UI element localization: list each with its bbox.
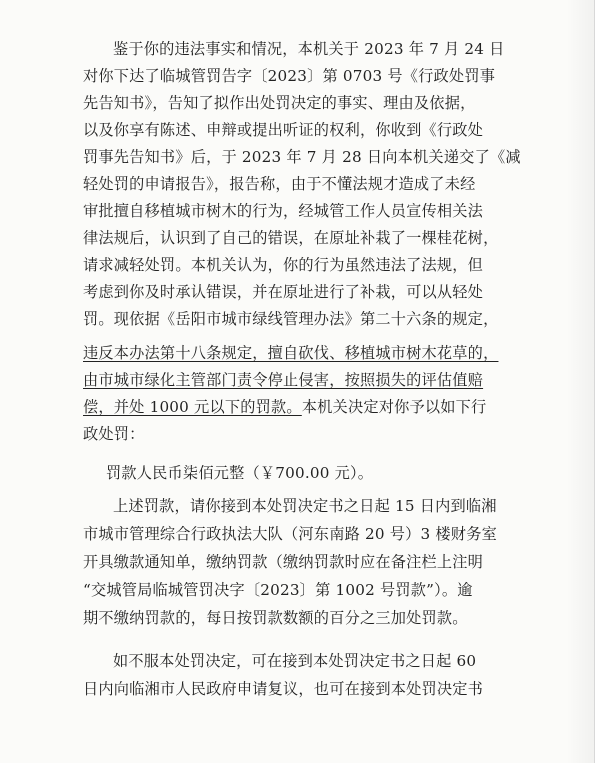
paragraph-line: 考虑到你及时承认错误，并在原址进行了补栽，可以从轻处 xyxy=(83,283,484,301)
paragraph-line: 罚。现依据《岳阳市城市绿线管理办法》第二十六条的规定， xyxy=(83,310,499,328)
mixed-line xyxy=(83,394,486,420)
paragraph-line: 罚事先告知书》后，于 2023 年 7 月 28 日向本机关递交了《减 xyxy=(83,148,521,166)
underlined-legal-clause: 偿，并处 1000 元以下的罚款。 xyxy=(83,398,302,416)
paragraph-line: 请求减轻处罚。本机关认为，你的行为虽然违法了法规，但 xyxy=(83,256,484,274)
underlined-legal-clause: 违反本办法第十八条规定，擅自砍伐、移植城市树木花草的， xyxy=(83,344,499,362)
appeal-line: 日内向临湘市人民政府申请复议，也可在接到本处罚决定书 xyxy=(83,680,484,698)
paragraph-line: 对你下达了临城管罚告字〔2023〕第 0703 号《行政处罚事 xyxy=(83,67,496,85)
page-edge-shadow xyxy=(566,0,594,763)
paragraph-line: 轻处罚的申请报告》，报告称，由于不懂法规才造成了未经 xyxy=(83,175,476,193)
payment-line: 市城市管理综合行政执法大队（河东南路 20 号）3 楼财务室 xyxy=(83,525,497,543)
payment-line: “交城管局临城管罚决字〔2023〕第 1002 号罚款”）。逾 xyxy=(83,581,473,599)
payment-line: 开具缴款通知单，缴纳罚款（缴纳罚款时应在备注栏上注明 xyxy=(83,553,484,571)
appeal-line: 如不服本处罚决定，可在接到本处罚决定书之日起 60 xyxy=(113,652,477,670)
payment-line: 期不缴纳罚款的，每日按罚款数额的百分之三加处罚款。 xyxy=(83,609,468,627)
paragraph-line: 鉴于你的违法事实和情况，本机关于 2023 年 7 月 24 日 xyxy=(113,40,505,58)
paragraph-line: 先告知书》，告知了拟作出处罚决定的事实、理由及依据， xyxy=(83,94,476,112)
payment-line: 上述罚款，请你接到本处罚决定书之日起 15 日内到临湘 xyxy=(113,497,497,515)
paragraph-line: 以及你享有陈述、申辩或提出听证的权利，你收到《行政处 xyxy=(83,121,484,139)
paragraph-line: 政处罚： xyxy=(83,425,145,443)
paragraph-text: 本机关决定对你予以如下行 xyxy=(301,398,487,416)
paragraph-line: 审批擅自移植城市树木的行为，经城管工作人员宣传相关法 xyxy=(83,202,484,220)
paragraph-line: 律法规后，认识到了自己的错误，在原址补栽了一棵桂花树， xyxy=(83,229,499,247)
underlined-legal-clause: 由市城市绿化主管部门责令停止侵害，按照损失的评估值赔 xyxy=(83,371,484,389)
fine-amount-line: 罚款人民币柒佰元整（￥700.00 元）。 xyxy=(106,464,374,482)
